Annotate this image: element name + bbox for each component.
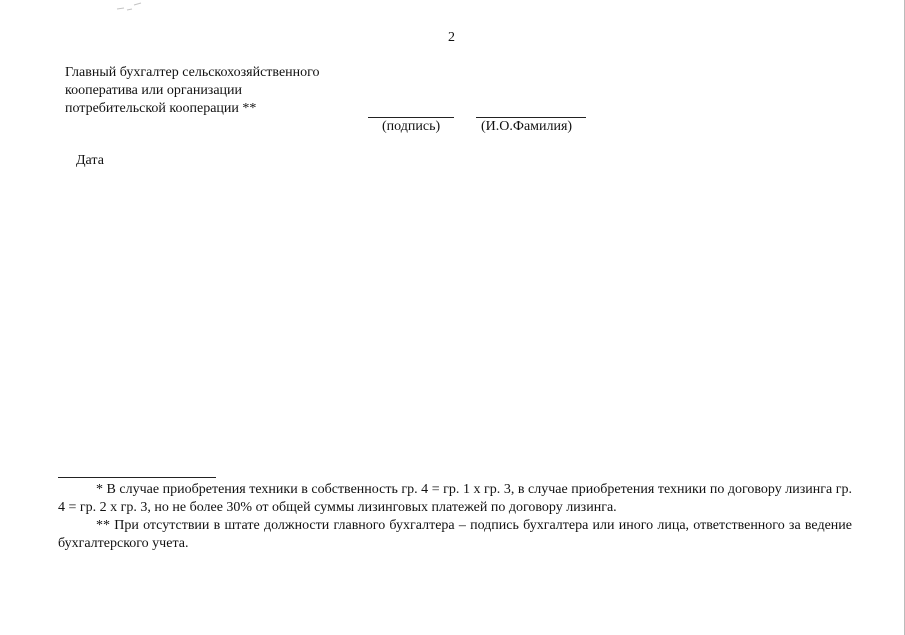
full-name-caption: (И.О.Фамилия) (481, 119, 573, 134)
page-number: 2 (448, 30, 455, 45)
title-line-3: потребительской кооперации ** (65, 101, 257, 116)
footnote-2: ** При отсутствии в штате должности главного бухгалтера – подпись бухгалтера или иного лица, ответственного за ведение бухгалтерского учета. (58, 518, 852, 551)
footnote-1: * В случае приобретения техники в собственность гр. 4 = гр. 1 х гр. 3, в случае приобретения техники по договору лизинга гр. 4 = гр. 2 х гр. 3, но не более 30% от общей суммы лизинговых платежей по договору лизинга. (58, 482, 852, 515)
date-label: Дата (76, 153, 104, 168)
signature-line (368, 117, 454, 118)
full-name-line (476, 117, 586, 118)
title-line-1: Главный бухгалтер сельскохозяйственного (65, 65, 320, 80)
chief-accountant-title (65, 64, 320, 118)
signature-caption: (подпись) (382, 119, 441, 134)
footnote-separator (58, 477, 216, 478)
footnotes (58, 481, 852, 553)
title-line-2: кооператива или организации (65, 83, 243, 98)
scan-artifact-icon (116, 2, 142, 12)
